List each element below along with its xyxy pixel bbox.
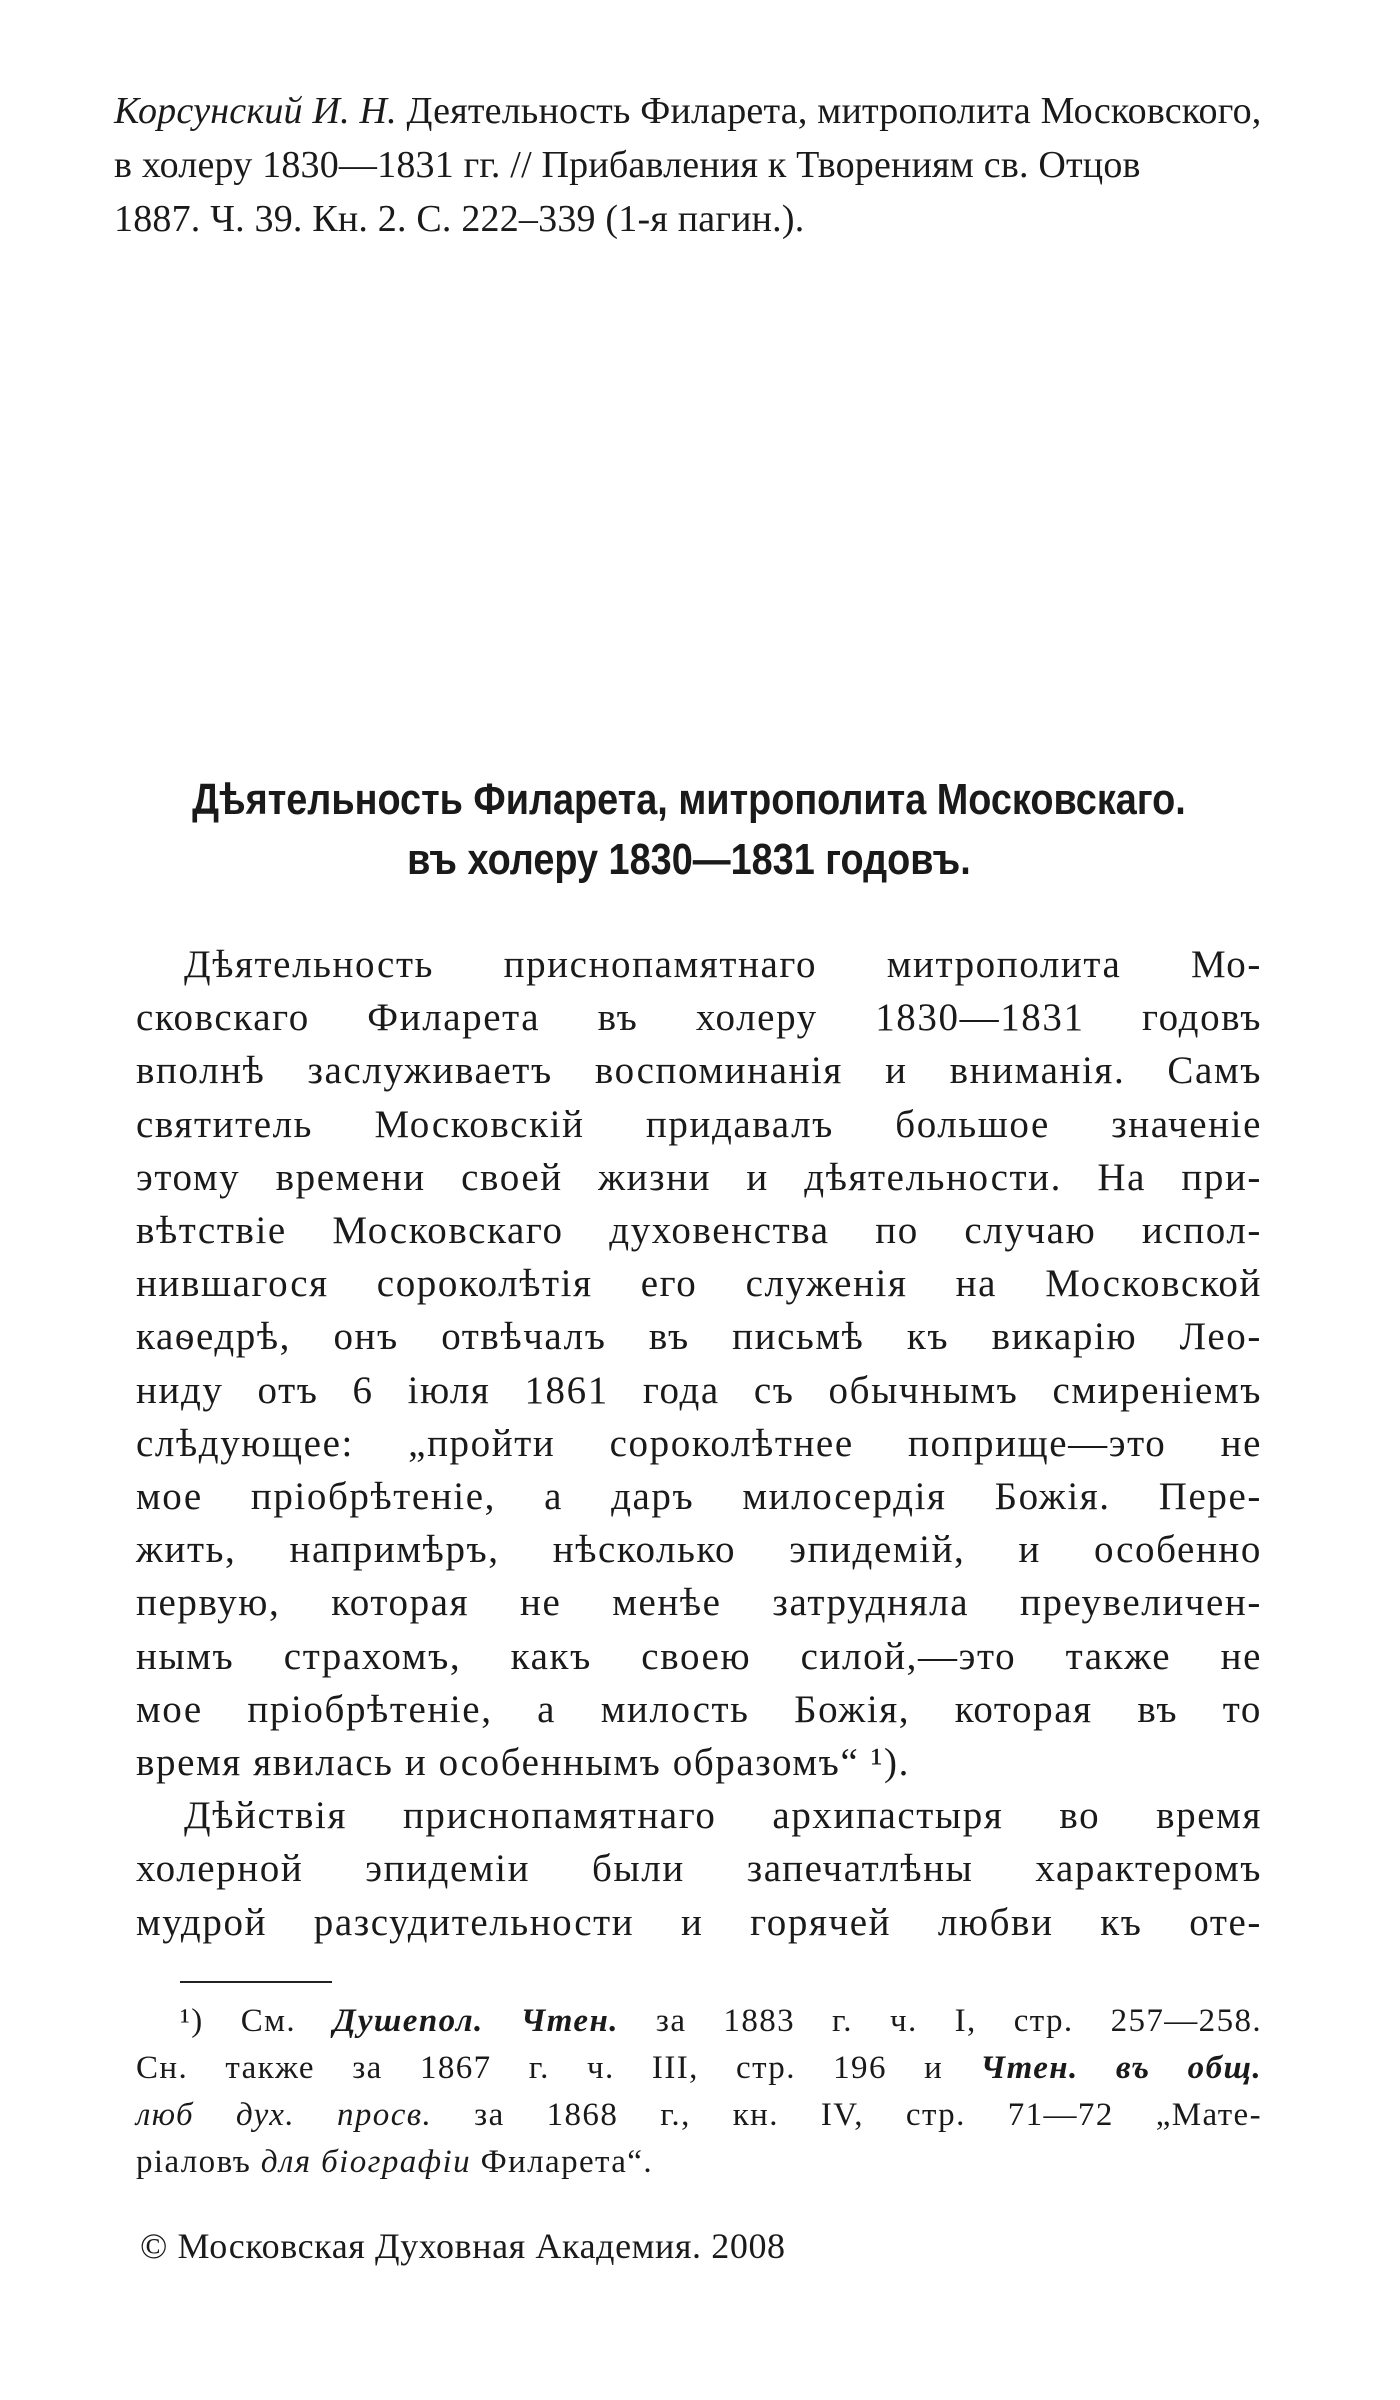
body-line: время явилась и особеннымъ образомъ“ ¹). [136,1741,910,1785]
footnote-text: за 1868 г., кн. IV, стр. 71—72 „Мате- [432,2097,1262,2133]
body-line: святитель Московскій придавалъ большое значеніе [136,1102,1262,1146]
article-title-line-2: въ холеру 1830—1831 годовъ. [407,835,971,884]
citation-title: Деятельность Филарета, митрополита Московского, [396,90,1262,132]
body-line: ниду отъ 6 іюля 1861 года съ обычнымъ смиреніемъ [136,1368,1262,1412]
body-line: Дѣйствія приснопамятнаго архипастыря во время [184,1794,1262,1838]
body-line: этому времени своей жизни и дѣятельности. На при- [136,1155,1262,1199]
body-line: слѣдующее: „пройти сороколѣтнее поприще—это не [136,1421,1262,1465]
article-title [114,770,1264,890]
body-line: сковскаго Филарета въ холеру 1830—1831 годовъ [136,996,1262,1040]
body-line: нымъ страхомъ, какъ своею силой,—это также не [136,1634,1262,1678]
footnote-text: ріаловъ [136,2144,261,2180]
copyright-notice: © Московская Духовная Академия. 2008 [140,2226,786,2266]
citation-author: Корсунский И. Н. [114,90,397,132]
body-line: жить, напримѣръ, нѣсколько эпидемій, и особенно [136,1528,1262,1572]
body-line: мое пріобрѣтеніе, а даръ милосердія Божія. Пере- [136,1475,1262,1519]
body-line: нившагося сороколѣтія его служенія на Московской [136,1262,1262,1306]
footnote-text: Сн. также за 1867 г. ч. III, стр. 196 и [136,2050,981,2086]
footnote-source: люб дух. просв. [136,2097,433,2133]
body-line: вполнѣ заслуживаетъ воспоминанія и вниманія. Самъ [136,1049,1262,1093]
footnote-text: за 1883 г. ч. I, стр. 257—258. [618,2003,1263,2039]
body-line: вѣтствіе Московскаго духовенства по случаю испол- [136,1209,1262,1253]
footnote-separator [180,1981,332,1983]
body-line: Дѣятельность приснопамятнаго митрополита Мо- [184,943,1262,986]
footnote-line [136,1998,1262,2045]
footnote-line [136,2045,1262,2092]
article-body [136,938,1262,1949]
footnote-line [136,2139,1262,2186]
body-line: мое пріобрѣтеніе, а милость Божія, которая въ то [136,1687,1262,1731]
footnote-text: Филарета“. [470,2144,653,2180]
citation-line-3: 1887. Ч. 39. Кн. 2. С. 222–339 (1-я пагин.). [114,198,805,240]
citation-line-1 [114,84,1384,138]
body-line: каѳедрѣ, онъ отвѣчалъ въ письмѣ къ викарію Лео- [136,1315,1262,1359]
footnote-source: Душепол. Чтен. [333,2003,619,2039]
footnote-source: для біографіи [260,2144,471,2180]
body-line: первую, которая не менѣе затрудняла преувеличен- [136,1581,1262,1625]
footnote-source: Чтен. въ общ. [980,2050,1262,2086]
bibliographic-citation [114,84,1384,246]
footnote [136,1998,1262,2186]
body-line: мудрой разсудительности и горячей любви къ оте- [136,1900,1262,1944]
footnote-text: ¹) См. [180,2003,334,2039]
body-line: холерной эпидеміи были запечатлѣны характеромъ [136,1847,1262,1891]
footnote-line [136,2092,1262,2139]
citation-line-2: в холеру 1830—1831 гг. // Прибавления к Творениям св. Отцов [114,144,1141,186]
article-title-line-1: Дѣятельность Филарета, митрополита Московскаго. [192,775,1186,824]
